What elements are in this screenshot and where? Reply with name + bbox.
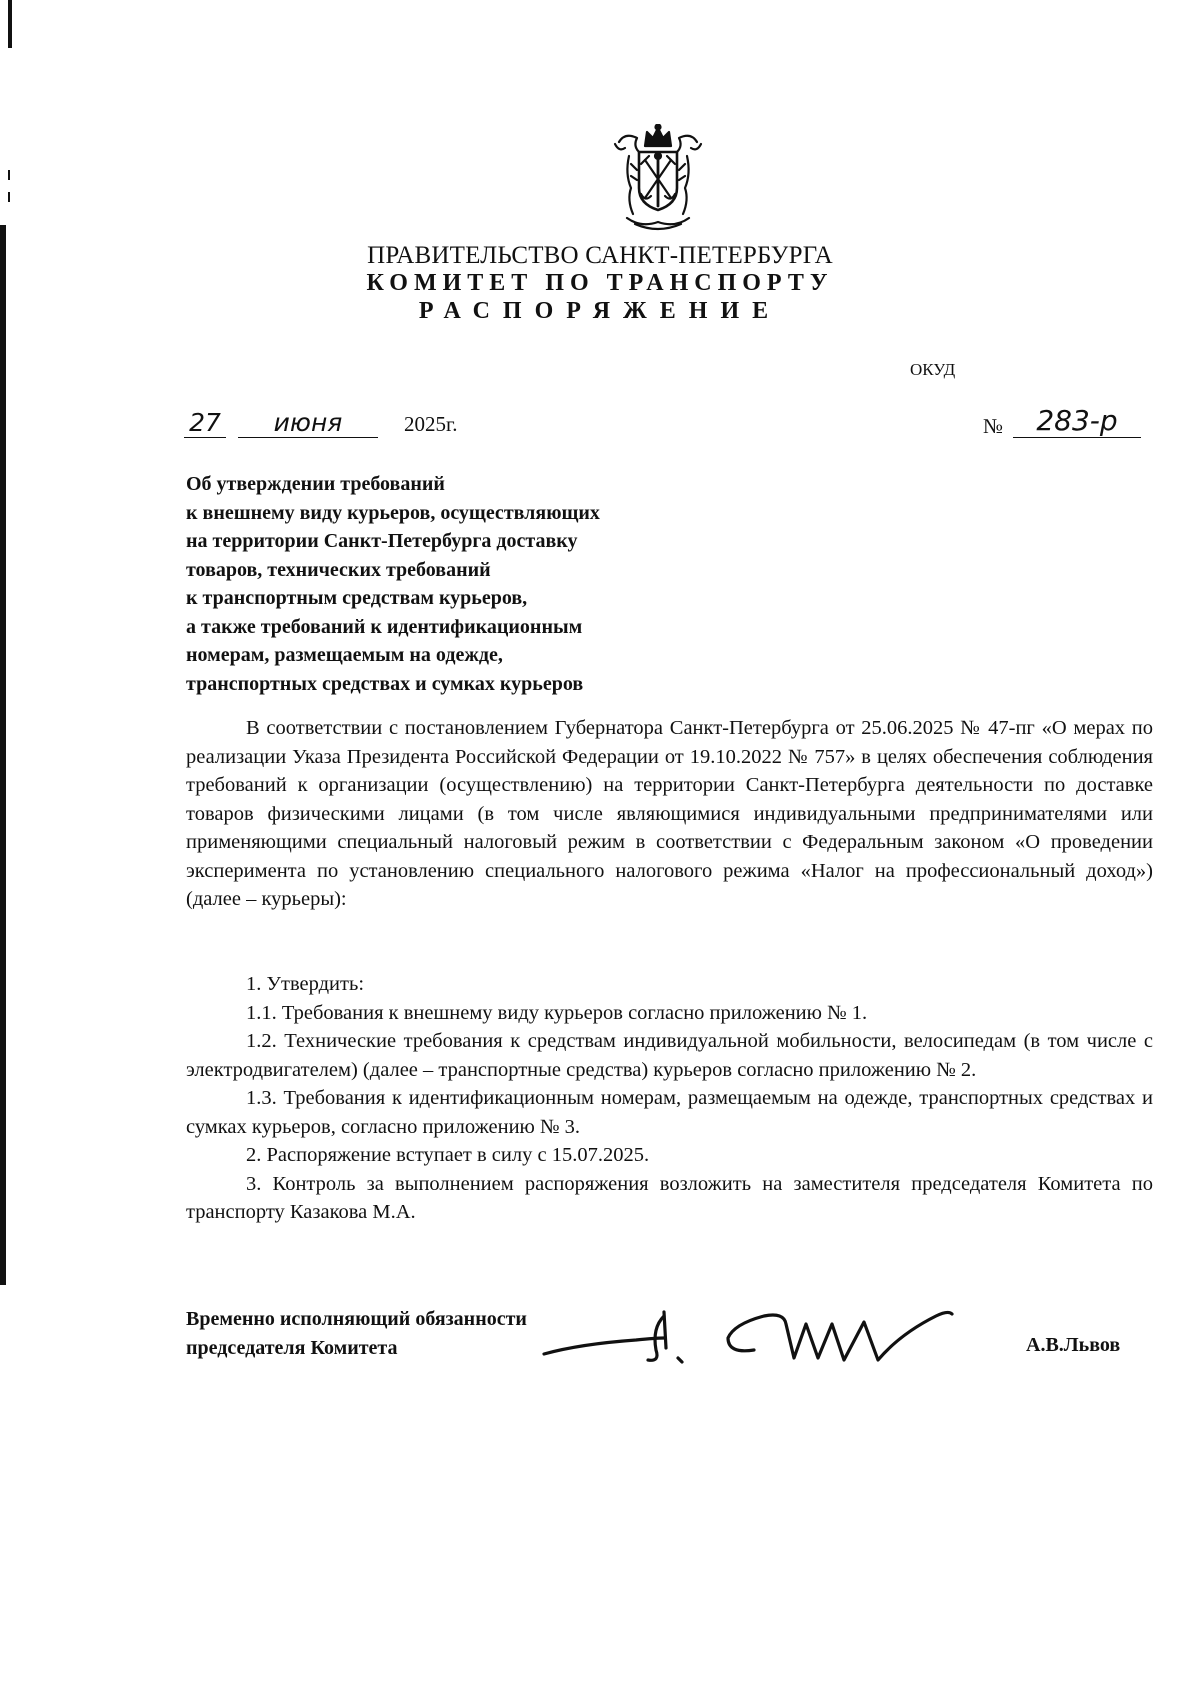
scan-artifact-tick-2 (8, 192, 10, 202)
preamble-block (186, 714, 1153, 914)
subject-line: на территории Санкт-Петербурга доставку (186, 530, 578, 552)
order-item: 3. Контроль за выполнением распоряжения возложить на заместителя председателя Комитета по транспорту Казакова М.А. (186, 1172, 1153, 1223)
document-type: РАСПОРЯЖЕНИЕ (418, 298, 782, 324)
subject-line: товаров, технических требований (186, 558, 491, 581)
subject-line: к внешнему виду курьеров, осуществляющих (186, 501, 600, 524)
subject-line: к транспортным средствам курьеров, (186, 587, 528, 609)
order-item: 2. Распоряжение вступает в силу с 15.07.2025. (246, 1144, 650, 1166)
subject-line: номерам, размещаемым на одежде, (186, 644, 503, 666)
document-number (983, 404, 1145, 440)
scan-artifact-bar (0, 225, 6, 1285)
subject-line: Об утверждении требований (186, 473, 445, 495)
government-name: ПРАВИТЕЛЬСТВО САНКТ-ПЕТЕРБУРГА (367, 242, 833, 269)
order-item: 1.1. Требования к внешнему виду курьеров согласно приложению № 1. (246, 1001, 868, 1024)
coat-of-arms-icon (611, 124, 705, 234)
preamble-paragraph: В соответствии с постановлением Губернатора Санкт-Петербурга от 25.06.2025 № 47-пг «О мерах по реализации Указа Президента Российской Федерации от 19.10.2022 № 757» в целях обеспечения соблюдения требований к организации (осуществлению) на территории Санкт-Петербурга деятельности по доставке товаров физическими лицами (в том числе являющимися индивидуальными предпринимателями или применяющими специальный налоговый режим в соответствии с Федеральным законом «О проведении эксперимента по установлению специального налогового режима «Налог на профессиональный доход») (далее – курьеры): (186, 717, 1153, 910)
okud-label: ОКУД (910, 360, 956, 379)
subject-line: транспортных средствах и сумках курьеров (186, 672, 584, 695)
date-year-value: 2025 (404, 412, 446, 436)
order-items (186, 970, 1153, 1227)
date-month: июня (238, 408, 378, 438)
number-value: 283-р (1013, 404, 1141, 438)
position-line: Временно исполняющий обязанности (186, 1308, 527, 1330)
document-date (184, 408, 504, 438)
order-item: 1.2. Технические требования к средствам индивидуальной мобильности, велосипедам (в том числе с электродвигателем) (далее – транспортные средства) курьеров согласно приложению № 2. (186, 1030, 1153, 1081)
scan-artifact-top (8, 0, 12, 48)
number-label: № (983, 414, 1004, 438)
signatory-name: А.В.Львов (1026, 1334, 1121, 1356)
position-line: председателя Комитета (186, 1337, 398, 1359)
date-year (404, 412, 458, 437)
date-day: 27 (184, 408, 226, 438)
scan-artifact-tick-1 (8, 170, 10, 180)
document-subject (186, 470, 746, 698)
order-item: 1.3. Требования к идентификационным номерам, размещаемым на одежде, транспортных средствах и сумках курьеров, согласно приложению № 3. (186, 1087, 1153, 1138)
subject-line: а также требований к идентификационным (186, 615, 583, 638)
handwritten-signature (540, 1288, 1010, 1378)
date-year-suffix: г. (446, 412, 458, 436)
committee-name: КОМИТЕТ ПО ТРАНСПОРТУ (366, 270, 834, 296)
order-item: 1. Утвердить: (246, 973, 365, 995)
